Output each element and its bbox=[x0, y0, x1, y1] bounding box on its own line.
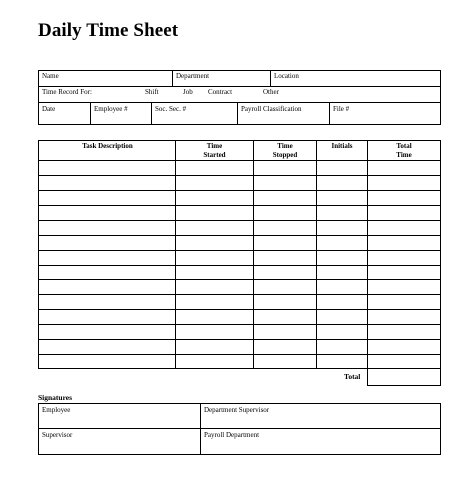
total-label: Total bbox=[344, 372, 361, 381]
task-row-divider bbox=[38, 265, 441, 266]
task-row-divider bbox=[38, 250, 441, 251]
file-number-label: File # bbox=[333, 105, 350, 113]
task-row-divider bbox=[38, 205, 441, 206]
task-row-divider bbox=[38, 235, 441, 236]
info-col-divider-ssn bbox=[151, 102, 152, 125]
task-row-divider bbox=[38, 220, 441, 221]
job-option-label: Job bbox=[183, 88, 193, 96]
info-row-divider-2 bbox=[38, 102, 441, 103]
info-col-divider-payroll bbox=[237, 102, 238, 125]
header-task-description: Task Description bbox=[82, 142, 133, 150]
info-col-divider-loc bbox=[270, 70, 271, 86]
header-total-time: Total Time bbox=[396, 142, 412, 159]
employee-number-label: Employee # bbox=[94, 105, 128, 113]
signatures-row-divider bbox=[38, 428, 441, 429]
task-row-divider bbox=[38, 279, 441, 280]
signatures-col-divider bbox=[200, 403, 201, 455]
department-supervisor-signature-label: Department Supervisor bbox=[204, 406, 270, 414]
task-row-divider bbox=[38, 354, 441, 355]
signatures-title: Signatures bbox=[38, 393, 73, 402]
payroll-classification-label: Payroll Classification bbox=[241, 105, 302, 113]
task-row-divider bbox=[38, 309, 441, 310]
contract-option-label: Contract bbox=[208, 88, 233, 96]
location-field-label: Location bbox=[274, 72, 299, 80]
task-row-divider bbox=[38, 294, 441, 295]
other-option-label: Other bbox=[263, 88, 279, 96]
time-record-for-label: Time Record For: bbox=[42, 88, 92, 96]
page-title: Daily Time Sheet bbox=[38, 20, 179, 41]
info-col-divider-dept bbox=[172, 70, 173, 86]
soc-sec-number-label: Soc. Sec. # bbox=[155, 105, 187, 113]
shift-option-label: Shift bbox=[145, 88, 159, 96]
task-row-divider bbox=[38, 339, 441, 340]
date-field-label: Date bbox=[42, 105, 56, 113]
info-col-divider-file bbox=[329, 102, 330, 125]
task-row-divider bbox=[38, 175, 441, 176]
info-col-divider-emp bbox=[90, 102, 91, 125]
supervisor-signature-label: Supervisor bbox=[42, 431, 73, 439]
employee-signature-label: Employee bbox=[42, 406, 71, 414]
task-row-divider bbox=[38, 324, 441, 325]
total-cell-bottom-border bbox=[367, 385, 441, 386]
total-cell-right-border bbox=[440, 369, 441, 386]
col-divider-total-time bbox=[367, 140, 368, 386]
payroll-department-signature-label: Payroll Department bbox=[204, 431, 260, 439]
header-initials: Initials bbox=[331, 142, 353, 150]
info-row-divider-1 bbox=[38, 86, 441, 87]
header-row-divider bbox=[38, 160, 441, 161]
header-time-stopped: Time Stopped bbox=[272, 142, 298, 159]
task-row-divider bbox=[38, 190, 441, 191]
department-field-label: Department bbox=[176, 72, 210, 80]
name-field-label: Name bbox=[42, 72, 59, 80]
header-time-started: Time Started bbox=[203, 142, 226, 159]
info-box-border bbox=[38, 70, 441, 125]
